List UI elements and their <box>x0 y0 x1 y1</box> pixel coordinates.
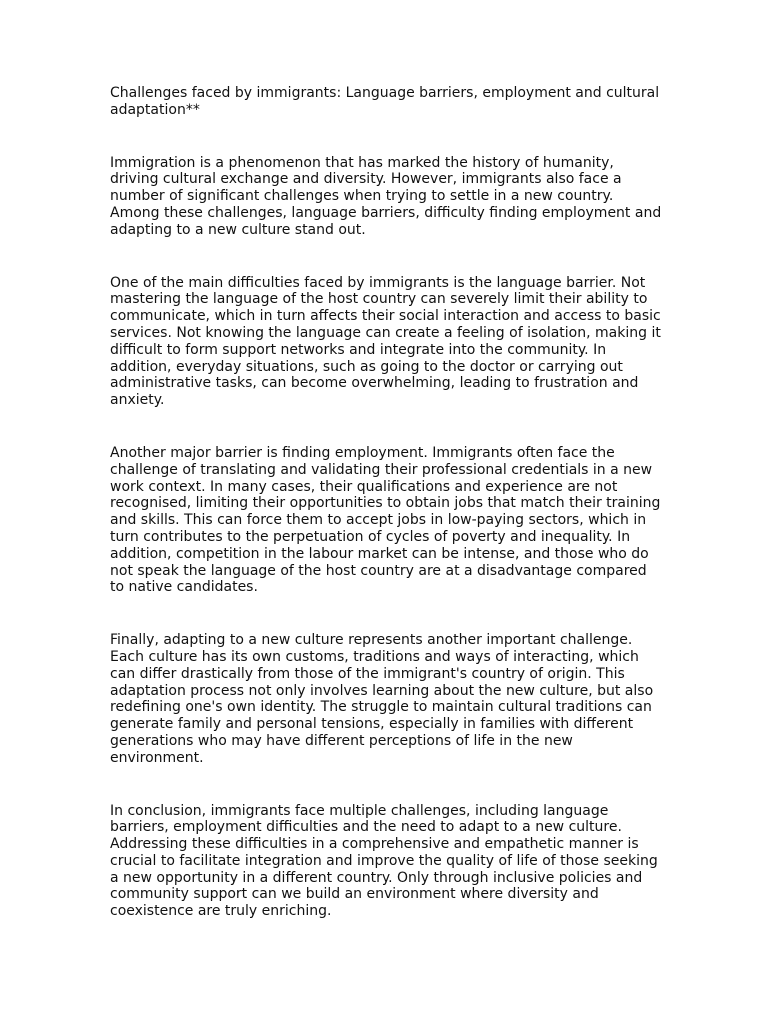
paragraph-language-barrier: One of the main difficulties faced by immigrants is the language barrier. Not mastering the language of the host country can severely limit their ability to communicate, which in turn affects their social interaction and access to basic services. Not knowing the language can create a feeling of isolation, making it difficult to form support networks and integrate into the community. In addition, everyday situations, such as going to the doctor or carrying out administrative tasks, can become overwhelming, leading to frustration and anxiety. <box>110 274 661 409</box>
paragraph-introduction: Immigration is a phenomenon that has marked the history of humanity, driving cultural exchange and diversity. However, immigrants also face a number of significant challenges when trying to settle in a new country. Among these challenges, language barriers, difficulty finding employment and adapting to a new culture stand out. <box>110 154 662 238</box>
document-page <box>110 85 662 920</box>
paragraph-employment: Another major barrier is finding employment. Immigrants often face the challenge of translating and validating their professional credentials in a new work context. In many cases, their qualifications and experience are not recognised, limiting their opportunities to obtain jobs that match their training and skills. This can force them to accept jobs in low-paying sectors, which in turn contributes to the perpetuation of cycles of poverty and inequality. In addition, competition in the labour market can be intense, and those who do not speak the language of the host country are at a disadvantage compared to native candidates. <box>110 444 661 596</box>
document-title: Challenges faced by immigrants: Language barriers, employment and cultural adaptation** <box>110 85 660 118</box>
paragraph-cultural-adaptation: Finally, adapting to a new culture represents another important challenge. Each culture has its own customs, traditions and ways of interacting, which can differ drastically from those of the immigrant's country of origin. This adaptation process not only involves learning about the new culture, but also redefining one's own identity. The struggle to maintain cultural traditions can generate family and personal tensions, especially in families with different generations who may have different perceptions of life in the new environment. <box>110 632 654 766</box>
paragraph-conclusion: In conclusion, immigrants face multiple challenges, including language barriers, employment difficulties and the need to adapt to a new culture. Addressing these difficulties in a comprehensive and empathetic manner is crucial to facilitate integration and improve the quality of life of those seeking a new opportunity in a different country. Only through inclusive policies and community support can we build an environment where diversity and coexistence are truly enriching. <box>110 802 658 920</box>
